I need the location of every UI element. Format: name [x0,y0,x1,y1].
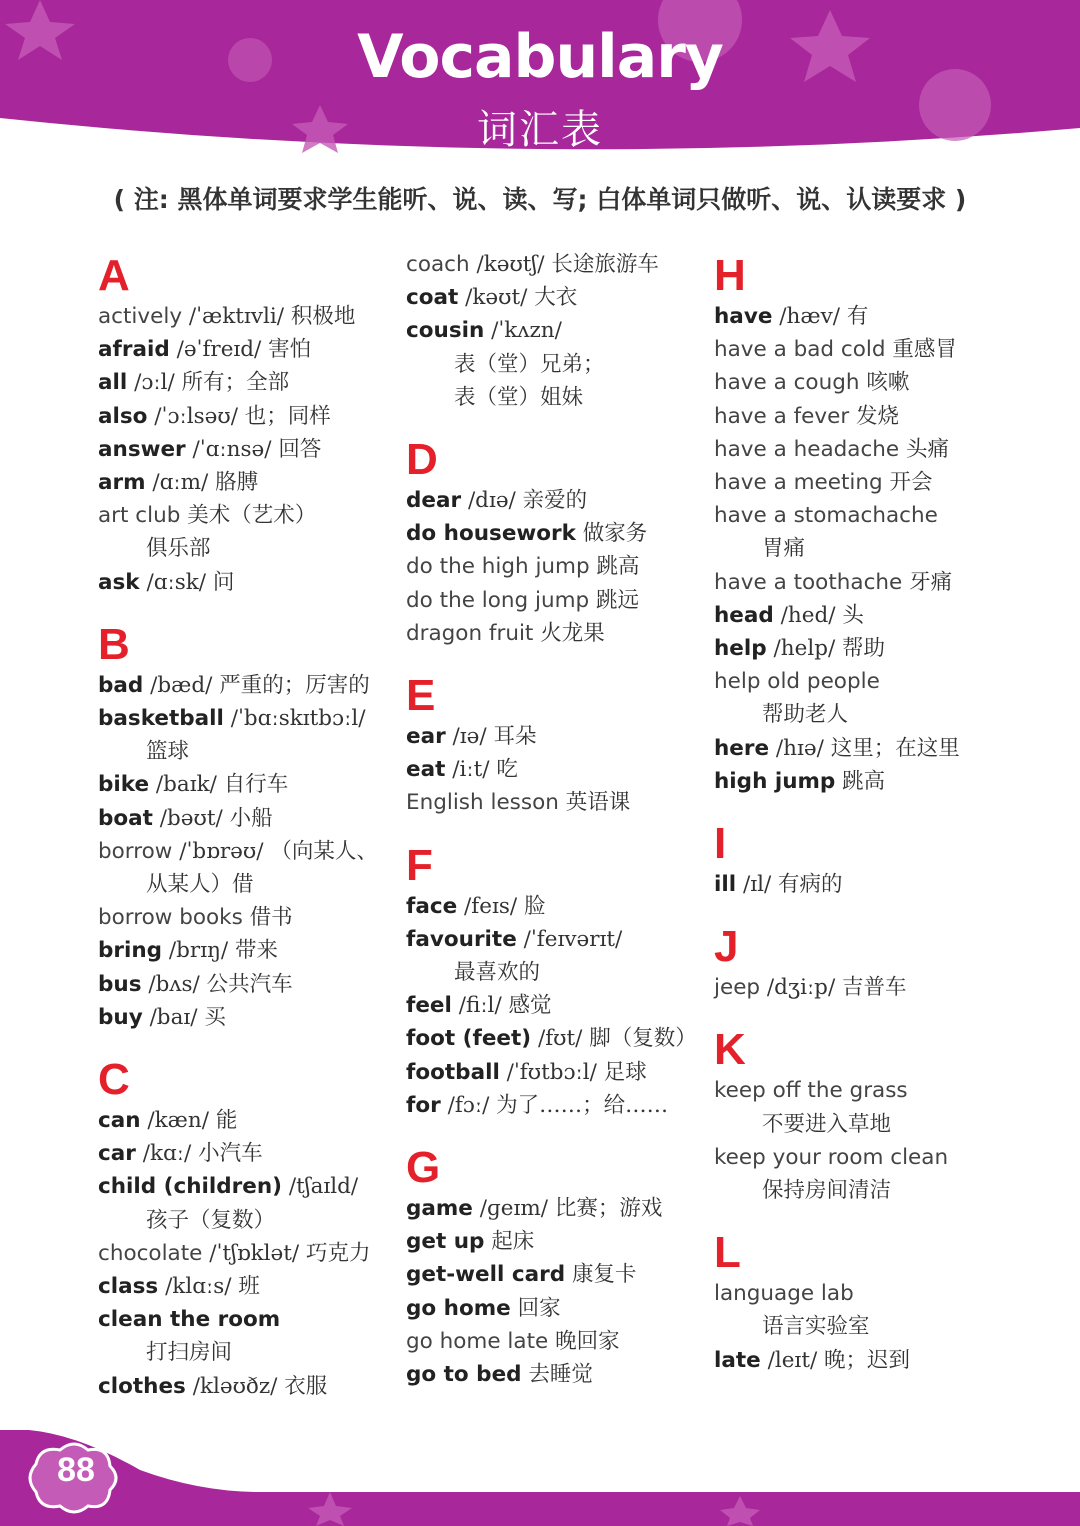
vocab-entry [714,1141,1044,1174]
vocab-word: also [98,403,148,429]
chinese-meaning: 害怕 [268,337,312,363]
vocab-word: actively [98,304,183,329]
phonetic: /ɑːsk/ [146,569,207,595]
vocab-entry [714,971,1044,1004]
phonetic: /fʊt/ [537,1026,583,1052]
phonetic: /fɔː/ [447,1092,490,1118]
chinese-meaning: 长途旅游车 [551,252,659,277]
section-letter: A [98,251,130,300]
vocab-word: keep your room clean [714,1144,949,1170]
chinese-meaning: 美术（艺术） [187,503,317,529]
chinese-meaning: （向某人、 [270,838,378,864]
vocab-word: do the high jump [406,554,590,580]
chinese-meaning: 头痛 [905,436,949,462]
vocab-entry [406,1225,736,1258]
vocab-entry-continued [98,1336,428,1369]
phonetic: /baɪ/ [149,1004,198,1030]
vocab-entry [714,599,1044,632]
chinese-meaning: 能 [215,1108,238,1134]
vocab-entry [406,1258,736,1291]
vocab-entry [406,753,736,786]
vocab-word: arm [98,470,146,496]
vocab-word: bad [98,672,144,698]
phonetic: /əˈfreɪd/ [176,337,262,363]
phonetic: /ˈtʃɒklət/ [209,1240,300,1266]
vocab-word: have a fever [714,403,850,429]
phonetic: /kəʊtʃ/ [476,252,545,277]
section-letter: K [714,1025,746,1075]
vocab-entry [98,433,428,466]
chinese-meaning: 亲爱的 [522,488,588,514]
vocab-word: can [98,1108,141,1134]
vocab-entry [98,1370,428,1403]
vocab-entry-continued [98,735,428,768]
vocab-word: eat [406,757,446,783]
chinese-meaning: 晚；迟到 [824,1347,911,1373]
phonetic: /baɪk/ [155,772,217,798]
vocab-entry [98,835,428,868]
vocab-word: favourite [406,926,517,952]
chinese-meaning: 耳朵 [493,724,537,750]
vocab-word: English lesson [406,790,559,816]
chinese-meaning: 语言实验室 [762,1314,870,1340]
phonetic: /hɪə/ [775,735,824,761]
phonetic: /kæn/ [147,1108,209,1134]
phonetic: /ɑːm/ [152,470,209,496]
vocab-entry [714,400,1044,433]
chinese-meaning: 吉普车 [842,975,907,1001]
vocab-word: have a cough [714,370,860,396]
section-letter: D [406,435,438,485]
vocab-entry [98,300,428,333]
footer-banner [0,1430,1080,1526]
chinese-meaning: 大衣 [534,285,578,311]
vocab-entry [98,366,428,399]
chinese-meaning: 这里；在这里 [830,735,960,761]
vocab-entry [98,1001,428,1034]
phonetic: /kləʊðz/ [192,1373,278,1399]
vocab-entry [406,1325,736,1358]
phonetic: /ɪl/ [742,872,772,898]
chinese-meaning: 有病的 [778,872,843,898]
vocab-entry [714,1277,1044,1310]
usage-note: ( 注: 黑体单词要求学生能听、说、读、写; 白体单词只做听、说、认读要求 ) [113,185,967,214]
vocab-entry-continued [98,1204,428,1237]
vocab-entry [406,314,736,347]
vocab-word: buy [98,1004,143,1030]
chinese-meaning: 跳高 [596,554,640,580]
vocab-word: class [98,1274,159,1300]
vocab-entry [406,584,736,617]
vocab-word: all [98,370,128,396]
vocab-word: dear [406,488,462,514]
letter-section [406,1144,736,1391]
vocab-entry [406,786,736,819]
page-title: Vocabulary [357,22,723,92]
chinese-meaning: 有 [846,304,869,329]
vocab-entry [98,1104,428,1137]
chinese-meaning: 严重的；厉害的 [219,672,370,698]
vocab-entry [406,1056,736,1089]
letter-section [406,672,736,820]
vocab-entry [406,1292,736,1325]
vocab-word: basketball [98,706,224,732]
chinese-meaning: 从某人）借 [146,872,254,898]
vocab-entry [714,1344,1044,1377]
phonetic: /iːt/ [452,757,490,783]
vocab-column-1 [98,252,428,1425]
vocab-entry [406,720,736,753]
vocab-entry [714,1074,1044,1107]
phonetic: /klɑːs/ [165,1274,232,1300]
chinese-meaning: 篮球 [146,739,190,765]
vocab-entry [98,901,428,934]
chinese-meaning: 英语课 [565,790,631,816]
phonetic: /dʒiːp/ [766,975,836,1001]
vocab-word: borrow [98,838,173,864]
phonetic: /kɑː/ [142,1141,192,1167]
phonetic: /hæv/ [779,304,840,329]
phonetic: /leɪt/ [767,1347,818,1373]
chinese-meaning: 衣服 [284,1373,328,1399]
page-subtitle: 词汇表 [477,107,603,153]
chinese-meaning: 小船 [229,805,273,831]
chinese-meaning: 最喜欢的 [454,960,541,986]
chinese-meaning: 买 [204,1004,226,1030]
chinese-meaning: 积极地 [290,304,356,329]
vocab-word: foot (feet) [406,1026,532,1052]
chinese-meaning: 足球 [603,1059,647,1085]
chinese-meaning: 俱乐部 [146,536,211,562]
section-letter: H [714,251,746,300]
chinese-meaning: 回家 [517,1295,561,1321]
vocab-entry [98,768,428,801]
phonetic: /ˈfeɪvərɪt/ [523,926,623,952]
vocab-entry-continued [714,1174,1044,1207]
phonetic: /tʃaɪld/ [288,1174,359,1200]
vocab-entry [98,466,428,499]
phonetic: /ˈkʌzn/ [491,318,562,344]
chinese-meaning: 开会 [889,470,933,496]
vocab-word: ill [714,872,737,898]
vocab-entry [406,1358,736,1391]
vocab-word: game [406,1196,473,1222]
vocab-word: boat [98,805,153,831]
vocab-entry [714,433,1044,466]
vocab-word: art club [98,503,181,529]
vocab-word: keep off the grass [714,1078,908,1104]
vocab-word: go home [406,1295,511,1321]
vocab-entry [98,669,428,702]
vocab-entry [406,1022,736,1055]
chinese-meaning: 胃痛 [762,536,806,562]
vocab-entry [714,499,1044,532]
phonetic: /feɪs/ [464,893,518,919]
vocab-entry-continued [714,532,1044,565]
vocab-word: child (children) [98,1174,282,1200]
vocab-entry [98,702,428,735]
chinese-meaning: 跳远 [596,587,640,613]
vocab-word: ask [98,569,140,595]
chinese-meaning: 咳嗽 [866,370,910,396]
vocab-word: have a headache [714,436,900,462]
vocab-word: have a bad cold [714,337,886,363]
vocab-entry [714,732,1044,765]
vocab-word: late [714,1347,761,1373]
section-letter: G [406,1143,441,1193]
vocab-entry [406,248,736,281]
vocab-entry [406,281,736,314]
chinese-meaning: 去睡觉 [528,1362,593,1388]
vocab-word: go to bed [406,1362,522,1388]
vocab-word: have a meeting [714,470,883,496]
vocab-entry-continued [406,956,736,989]
vocab-entry [406,923,736,956]
section-letter: J [714,922,739,972]
vocab-word: help old people [714,669,880,695]
chinese-meaning: 巧克力 [305,1240,371,1266]
vocab-word: get up [406,1229,485,1255]
vocab-entry-continued [714,1310,1044,1343]
chinese-meaning: 回答 [278,436,322,462]
vocab-word: have a toothache [714,569,903,595]
phonetic: /dɪə/ [467,488,516,514]
vocab-entry [98,1303,428,1336]
section-letter: F [406,840,433,890]
vocab-word: car [98,1141,136,1167]
vocab-entry [714,333,1044,366]
chinese-meaning: 表（堂）兄弟； [454,351,605,377]
chinese-meaning: 班 [238,1274,260,1300]
section-letter: C [98,1055,130,1105]
vocab-word: do housework [406,521,576,547]
vocab-entry-continued [406,381,736,414]
section-letter: B [98,619,130,669]
phonetic: /ˈbɒrəʊ/ [179,838,264,864]
vocab-entry [98,1170,428,1203]
chinese-meaning: 表（堂）姐妹 [454,384,584,410]
letter-section [714,1229,1044,1377]
chinese-meaning: 公共汽车 [206,971,293,997]
chinese-meaning: 脸 [523,893,546,919]
phonetic: /ˈfʊtbɔːl/ [506,1059,597,1085]
letter-section [98,1056,428,1403]
chinese-meaning: 脚（复数） [589,1026,697,1052]
chinese-meaning: 晚回家 [555,1328,620,1354]
vocab-word: borrow books [98,905,243,931]
phonetic: /bəʊt/ [159,805,223,831]
chinese-meaning: 发烧 [856,403,900,429]
vocab-entry [98,499,428,532]
vocab-entry [98,802,428,835]
vocab-word: bus [98,971,142,997]
phonetic: /bæd/ [150,672,213,698]
vocab-entry [714,665,1044,698]
vocab-word: feel [406,993,452,1019]
vocab-word: go home late [406,1328,549,1354]
vocab-word: clean the room [98,1307,281,1333]
vocab-entry [714,300,1044,333]
letter-section [406,842,736,1122]
vocab-entry [714,466,1044,499]
vocab-entry [406,890,736,923]
vocab-word: do the long jump [406,587,590,613]
vocab-column-3 [714,252,1044,1399]
vocab-entry-continued [714,1108,1044,1141]
vocab-entry [98,1270,428,1303]
chinese-meaning: 保持房间清洁 [762,1178,892,1204]
vocab-entry [406,517,736,550]
vocab-entry [406,617,736,650]
vocab-entry [98,333,428,366]
vocab-word: head [714,602,774,628]
vocab-entry [406,989,736,1022]
vocab-entry [714,632,1044,665]
phonetic: /hed/ [780,602,836,628]
vocab-word: help [714,636,767,662]
vocab-word: face [406,893,458,919]
chinese-meaning: 借书 [249,905,293,931]
letter-section [406,436,736,650]
phonetic: /ˈɑːnsə/ [192,436,272,462]
chinese-meaning: 牙痛 [909,569,953,595]
vocab-word: ear [406,724,446,750]
vocab-entry [406,550,736,583]
chinese-meaning: 为了……；给…… [496,1092,669,1118]
chinese-meaning: 起床 [491,1229,535,1255]
vocab-entry [714,566,1044,599]
chinese-meaning: 比赛；游戏 [554,1196,663,1222]
chinese-meaning: 小汽车 [198,1141,263,1167]
letter-section [714,820,1044,901]
section-letter: E [406,671,436,721]
page-number: 88 [57,1451,95,1489]
vocab-entry [98,1137,428,1170]
letter-section [714,1026,1044,1207]
letter-section [714,252,1044,798]
vocab-entry-continued [98,532,428,565]
vocab-entry [714,366,1044,399]
vocab-column-2 [406,248,736,1413]
section-letter: L [714,1228,741,1278]
chinese-meaning: 帮助 [842,636,886,662]
vocab-word: here [714,735,770,761]
chinese-meaning: 胳膊 [215,470,259,496]
phonetic: /help/ [773,636,836,662]
chinese-meaning: 带来 [235,938,279,964]
vocab-entry [406,1089,736,1122]
phonetic: /ɔːl/ [134,370,175,396]
vocab-entry [98,566,428,599]
vocab-entry-continued [406,348,736,381]
chinese-meaning: 感觉 [508,993,552,1019]
vocab-word: bring [98,938,163,964]
vocab-word: language lab [714,1281,854,1307]
vocab-word: chocolate [98,1240,203,1266]
vocab-word: have [714,304,773,329]
vocab-word: bike [98,772,150,798]
vocab-word: coach [406,252,470,277]
letter-section [98,252,428,599]
vocab-word: coat [406,285,459,311]
phonetic: /kəʊt/ [465,285,528,311]
vocab-entry [714,765,1044,798]
phonetic: /bʌs/ [148,971,200,997]
vocab-entry [98,968,428,1001]
chinese-meaning: 帮助老人 [762,702,849,728]
vocab-word: cousin [406,318,485,344]
vocab-entry [714,868,1044,901]
vocab-word: get-well card [406,1262,566,1288]
chinese-meaning: 火龙果 [540,620,605,646]
chinese-meaning: 孩子（复数） [146,1207,276,1233]
vocab-word: answer [98,436,186,462]
phonetic: /ˈɔːlsəʊ/ [154,403,238,429]
chinese-meaning: 吃 [496,757,518,783]
vocab-entry-continued [714,698,1044,731]
chinese-meaning: 跳高 [842,768,886,794]
phonetic: /ˈbɑːskɪtbɔːl/ [230,706,366,732]
phonetic: /ˈæktɪvli/ [188,304,284,329]
chinese-meaning: 问 [212,569,235,595]
section-letter: I [714,819,727,869]
vocab-entry [98,1237,428,1270]
vocab-word: dragon fruit [406,620,534,646]
letter-section [98,621,428,1034]
chinese-meaning: 自行车 [223,772,289,798]
vocab-word: have a stomachache [714,503,938,529]
chinese-meaning: 也；同样 [244,403,331,429]
vocab-word: high jump [714,768,836,794]
vocab-entry-continued [98,868,428,901]
vocab-word: jeep [714,975,761,1001]
chinese-meaning: 打扫房间 [146,1340,233,1366]
chinese-meaning: 做家务 [582,521,648,547]
vocab-word: for [406,1092,441,1118]
vocab-entry [98,934,428,967]
letter-section [406,248,736,414]
vocab-word: afraid [98,337,170,363]
chinese-meaning: 康复卡 [571,1262,637,1288]
phonetic: /ɪə/ [452,724,487,750]
phonetic: /ɡeɪm/ [479,1196,548,1222]
vocab-entry [406,484,736,517]
vocab-entry [406,1192,736,1225]
chinese-meaning: 所有；全部 [181,370,290,396]
phonetic: /brɪŋ/ [168,938,229,964]
phonetic: /fiːl/ [458,993,502,1019]
vocab-entry [98,400,428,433]
vocab-word: clothes [98,1373,186,1399]
chinese-meaning: 不要进入草地 [762,1111,892,1137]
chinese-meaning: 头 [842,602,864,628]
chinese-meaning: 重感冒 [892,337,957,363]
vocab-word: football [406,1059,500,1085]
letter-section [714,923,1044,1004]
